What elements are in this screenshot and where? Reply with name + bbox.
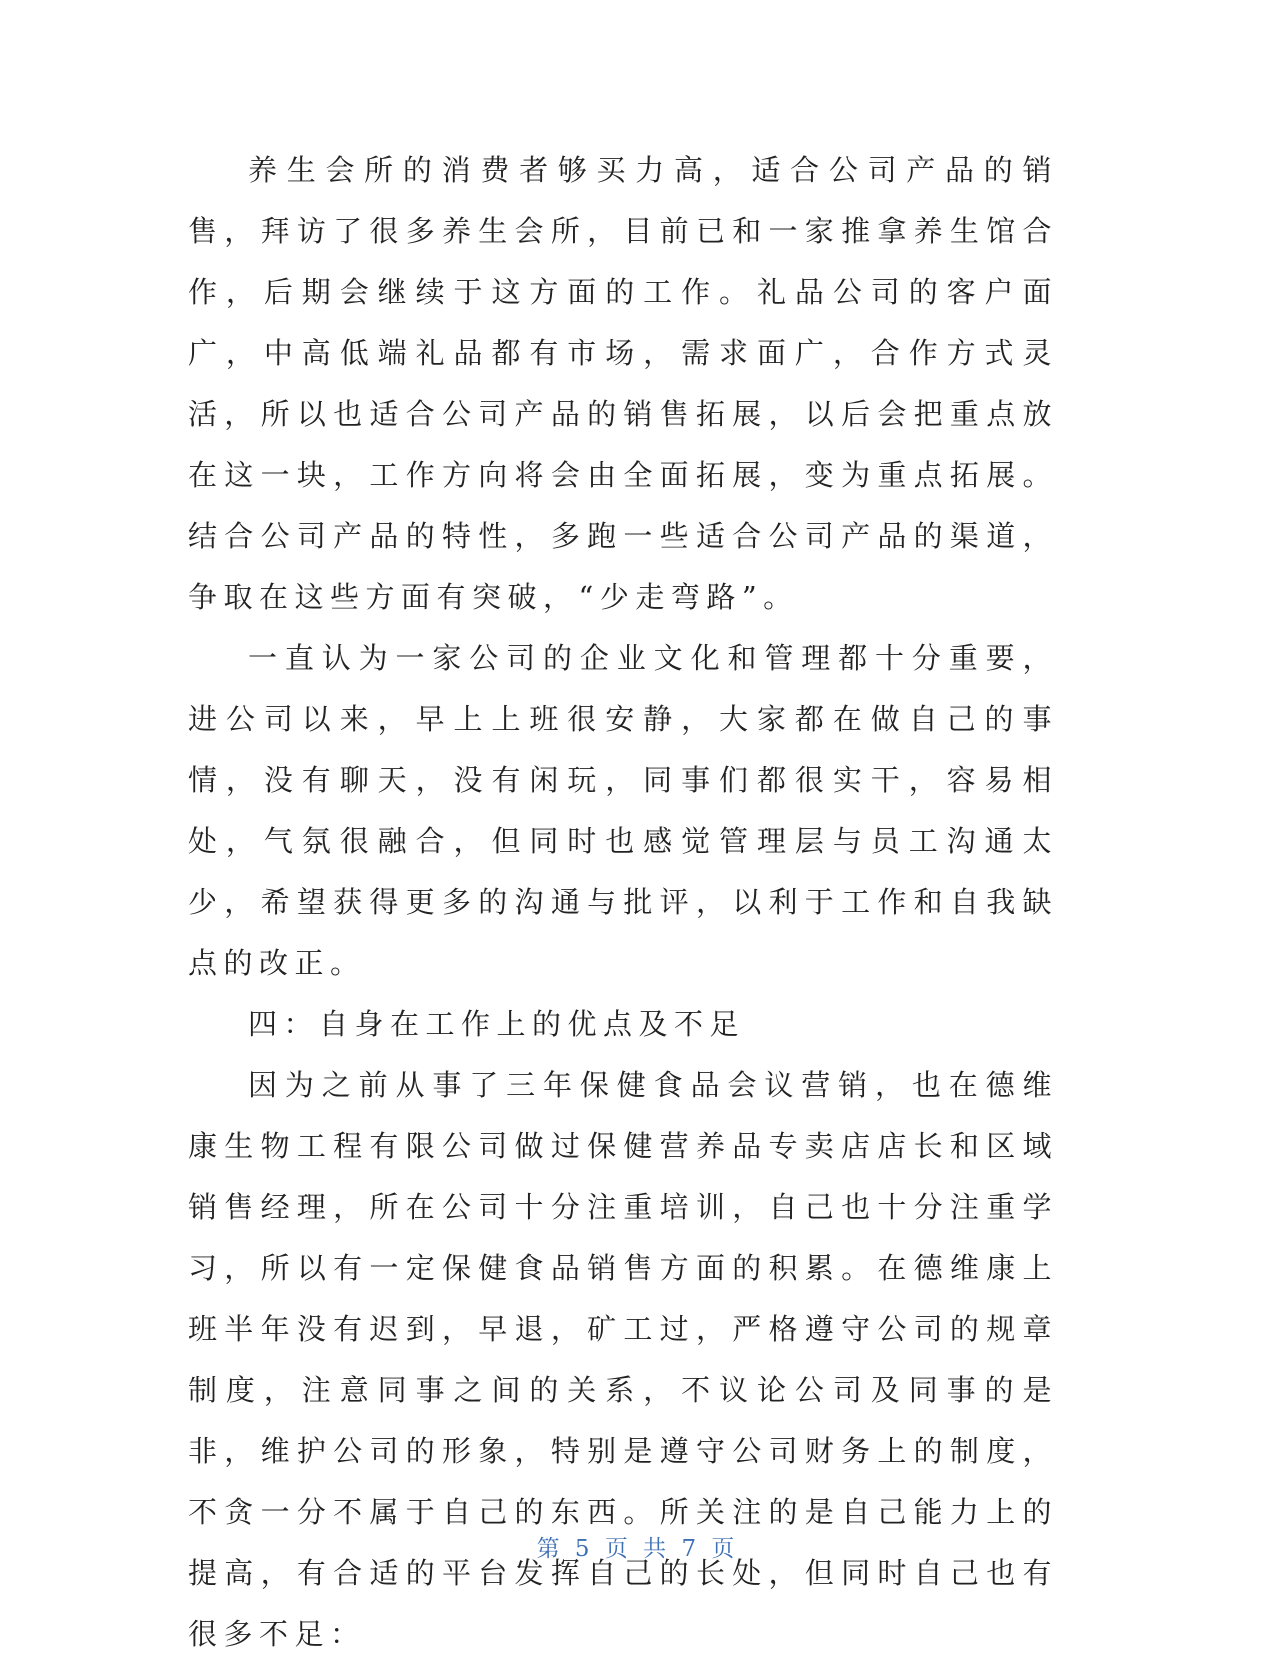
paragraph-2: 一直认为一家公司的企业文化和管理都十分重要，进公司以来，早上上班很安静，大家都在做自己的事情，没有聊天，没有闲玩，同事们都很实干，容易相处，气氛很融合，但同时也感觉管理层与员工沟通太少，希望获得更多的沟通与批评，以利于工作和自我缺点的改正。 (188, 641, 1058, 980)
page-number-footer: 第 5 页 共 7 页 (536, 1536, 739, 1562)
document-body (188, 140, 1058, 1665)
paragraph-3: 因为之前从事了三年保健食品会议营销，也在德维康生物工程有限公司做过保健营养品专卖店店长和区域销售经理，所在公司十分注重培训，自己也十分注重学习，所以有一定保健食品销售方面的积累。在德维康上班半年没有迟到，早退，矿工过，严格遵守公司的规章制度，注意同事之间的关系，不议论公司及同事的是非，维护公司的形象，特别是遵守公司财务上的制度，不贪一分不属于自己的东西。所关注的是自己能力上的提高，有合适的平台发挥自己的长处，但同时自己也有很多不足： (188, 1068, 1058, 1651)
paragraph-1: 养生会所的消费者够买力高，适合公司产品的销售，拜访了很多养生会所，目前已和一家推拿养生馆合作，后期会继续于这方面的工作。礼品公司的客户面广，中高低端礼品都有市场，需求面广，合作方式灵活，所以也适合公司产品的销售拓展，以后会把重点放在这一块，工作方向将会由全面拓展，变为重点拓展。结合公司产品的特性，多跑一些适合公司产品的渠道，争取在这些方面有突破，“少走弯路”。 (188, 153, 1058, 614)
section-heading: 四：自身在工作上的优点及不足 (248, 1007, 746, 1041)
